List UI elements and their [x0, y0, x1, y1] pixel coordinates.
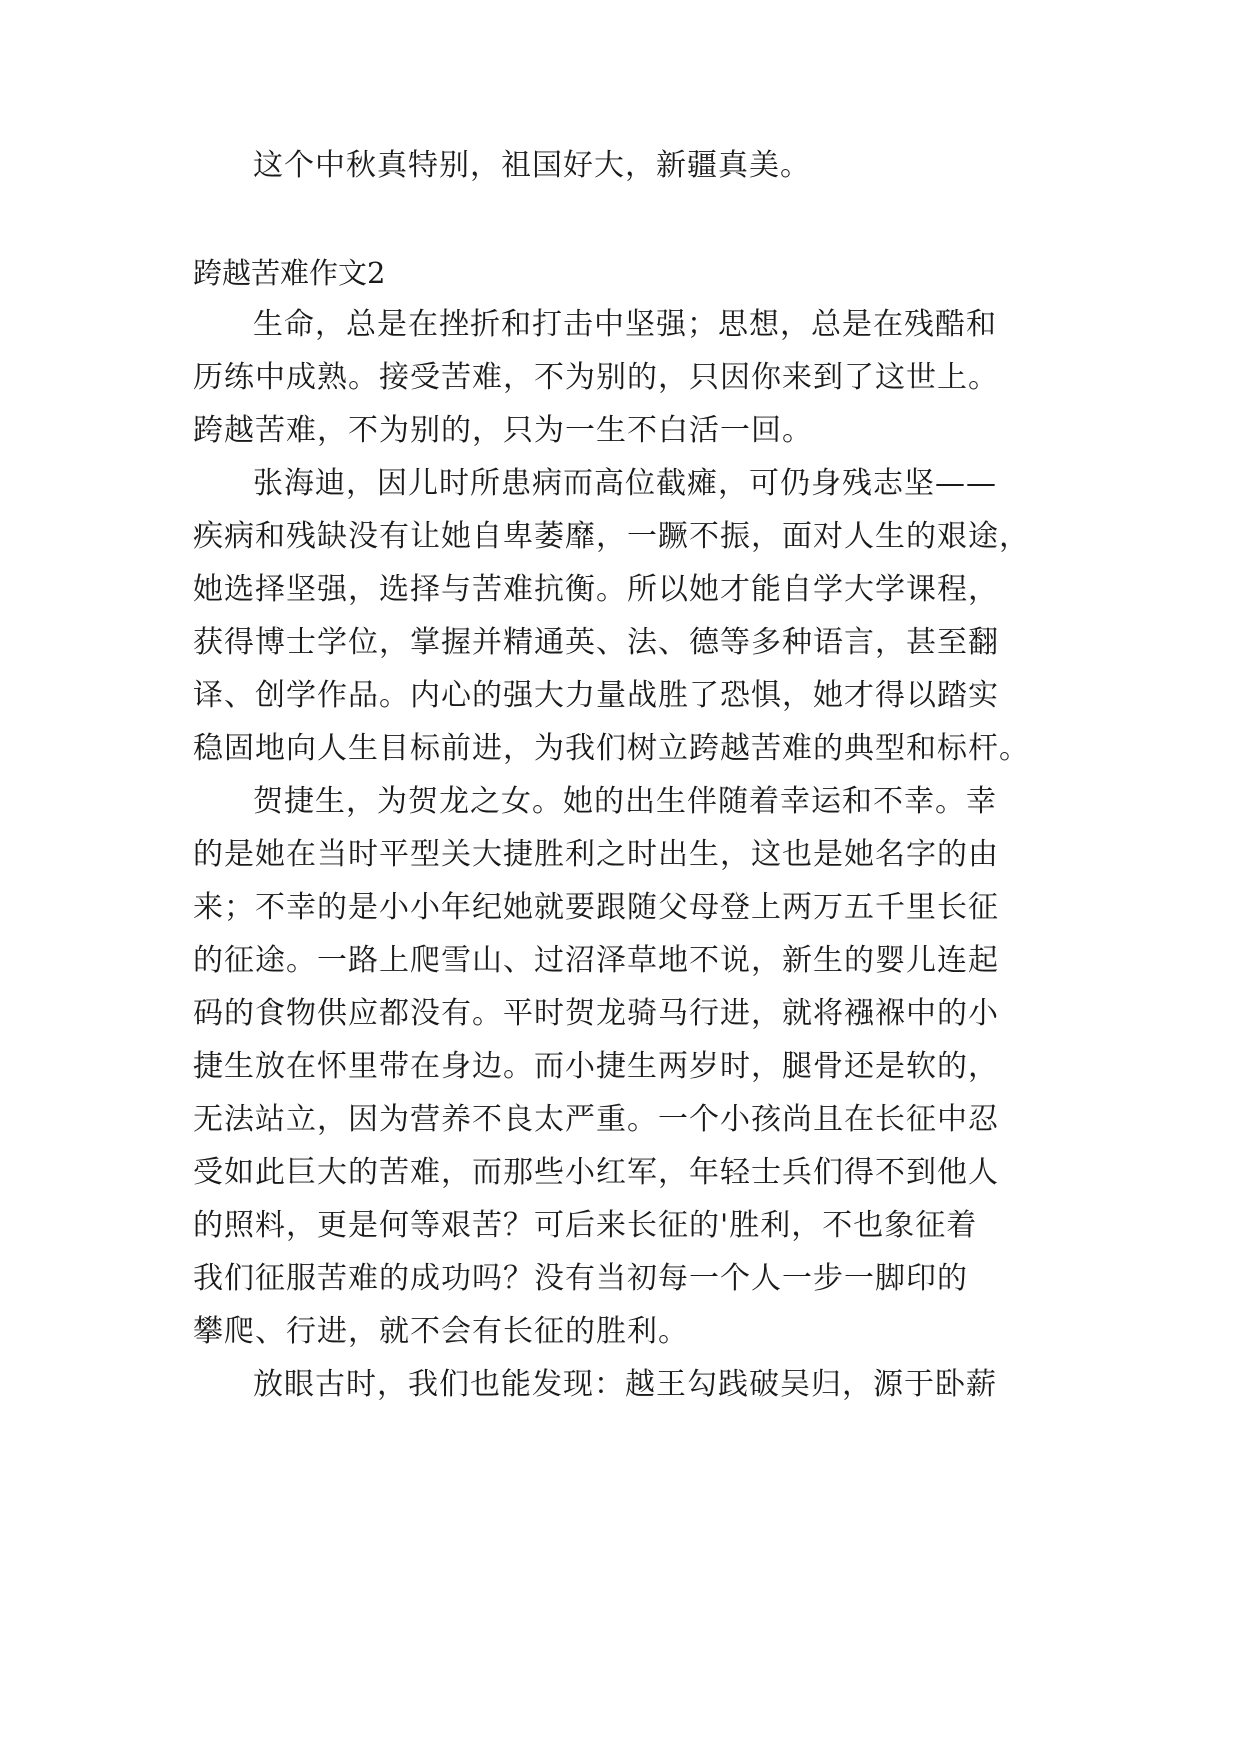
paragraph-line: 的照料，更是何等艰苦？可后来长征的'胜利，不也象征着 [193, 1208, 978, 1243]
paragraph-line: 捷生放在怀里带在身边。而小捷生两岁时，腿骨还是软的， [193, 1049, 999, 1084]
paragraph-line: 这个中秋真特别，祖国好大，新疆真美。 [253, 148, 811, 183]
paragraph-line: 获得博士学位，掌握并精通英、法、德等多种语言，甚至翻 [193, 625, 999, 660]
paragraph-line: 张海迪，因儿时所患病而高位截瘫，可仍身残志坚—— [253, 466, 997, 501]
paragraph-line: 攀爬、行进，就不会有长征的胜利。 [193, 1314, 689, 1349]
paragraph-line: 历练中成熟。接受苦难，不为别的，只因你来到了这世上。 [193, 360, 999, 395]
paragraph-line: 无法站立，因为营养不良太严重。一个小孩尚且在长征中忍 [193, 1102, 999, 1137]
paragraph-line: 来；不幸的是小小年纪她就要跟随父母登上两万五千里长征 [193, 890, 999, 925]
paragraph-line: 的征途。一路上爬雪山、过沼泽草地不说，新生的婴儿连起 [193, 943, 999, 978]
paragraph-line: 受如此巨大的苦难，而那些小红军，年轻士兵们得不到他人 [193, 1155, 999, 1190]
paragraph-line: 的是她在当时平型关大捷胜利之时出生，这也是她名字的由 [193, 837, 999, 872]
paragraph-line: 我们征服苦难的成功吗？没有当初每一个人一步一脚印的 [193, 1261, 968, 1296]
paragraph-line: 放眼古时，我们也能发现：越王勾践破吴归，源于卧薪 [253, 1367, 997, 1402]
paragraph-line: 码的食物供应都没有。平时贺龙骑马行进，就将襁褓中的小 [193, 996, 999, 1031]
paragraph-line: 生命，总是在挫折和打击中坚强；思想，总是在残酷和 [253, 307, 997, 342]
paragraph-line: 稳固地向人生目标前进，为我们树立跨越苦难的典型和标杆。 [193, 731, 1030, 766]
paragraph-line: 她选择坚强，选择与苦难抗衡。所以她才能自学大学课程， [193, 572, 999, 607]
section-heading: 跨越苦难作文2 [193, 256, 386, 290]
paragraph-line: 贺捷生，为贺龙之女。她的出生伴随着幸运和不幸。幸 [253, 784, 997, 819]
paragraph-line: 疾病和残缺没有让她自卑萎靡，一蹶不振，面对人生的艰途， [193, 519, 1030, 554]
paragraph-line: 译、创学作品。内心的强大力量战胜了恐惧，她才得以踏实 [193, 678, 999, 713]
paragraph-line: 跨越苦难，不为别的，只为一生不白活一回。 [193, 413, 813, 448]
